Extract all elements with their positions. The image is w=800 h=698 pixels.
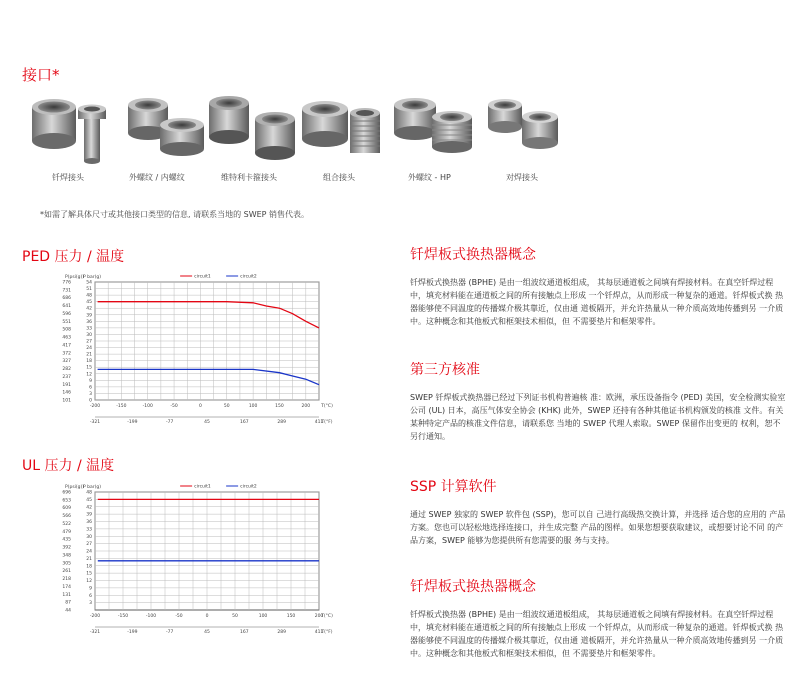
- y-tick-psi: 191: [62, 382, 71, 388]
- y-tick-bar: 21: [86, 556, 92, 562]
- y-tick-psi: 146: [62, 390, 71, 396]
- y-tick-psi: 305: [62, 561, 71, 567]
- y-tick-psi: 609: [62, 506, 71, 512]
- y-tick-psi: 417: [62, 343, 71, 349]
- x-tick-f: 167: [240, 420, 249, 425]
- y-tick-psi: 522: [62, 521, 71, 527]
- x-axis-label-c: T(°C): [321, 404, 333, 409]
- x-axis-label-f: T(°F): [321, 420, 333, 425]
- section-bphe-concept-repeat: [410, 576, 786, 660]
- x-tick-c: 0: [198, 404, 202, 409]
- y-tick-psi: 696: [62, 490, 71, 496]
- y-tick-bar: 9: [89, 378, 92, 384]
- x-tick-c: 200: [301, 404, 311, 409]
- x-tick-f: 167: [240, 630, 249, 635]
- x-tick-c: -200: [89, 404, 101, 409]
- x-tick-c: -50: [170, 404, 178, 409]
- y-tick-bar: 30: [86, 332, 92, 338]
- x-tick-c: -150: [116, 404, 127, 409]
- ul-pressure-temperature-chart: [55, 482, 335, 642]
- y-tick-bar: 15: [86, 365, 92, 371]
- section-title: 第三方核准: [410, 362, 480, 378]
- legend-label: circuit1: [194, 274, 211, 280]
- x-tick-f: 45: [204, 420, 210, 425]
- x-tick-c: -150: [117, 614, 129, 619]
- y-tick-psi: 218: [62, 577, 71, 583]
- connection-label: 维特利卡箍接头: [221, 173, 277, 182]
- y-tick-bar: 9: [89, 586, 92, 592]
- x-axis-label-f: T(°F): [321, 630, 333, 635]
- x-tick-c: 50: [223, 404, 230, 409]
- y-tick-bar: 42: [86, 306, 92, 312]
- legend-label: circuit2: [240, 484, 257, 490]
- y-tick-bar: 27: [86, 339, 92, 345]
- y-tick-bar: 6: [89, 385, 92, 391]
- x-tick-c: 100: [258, 614, 268, 619]
- x-tick-f: 45: [204, 630, 210, 635]
- y-tick-bar: 24: [86, 549, 92, 555]
- x-tick-c: 200: [314, 614, 324, 619]
- y-tick-psi: 641: [62, 304, 71, 310]
- x-tick-c: -200: [89, 614, 101, 619]
- section-title: SSP 计算软件: [410, 479, 497, 495]
- y-tick-psi: 653: [62, 498, 71, 504]
- section-body: 通过 SWEP 独家的 SWEP 软件包 (SSP)，您可以自 己进行高级热交换计算，并选择 适合您的应用的 产品方案。您也可以轻松地选择连接口，并生成完整 产品的图样。如果您想要获取建议，或想要讨论不同 的产品方案，SWEP 能够为您提供所有您需要的服 务与支持。: [410, 510, 786, 545]
- ped-pressure-temperature-chart: [55, 272, 335, 434]
- y-tick-psi: 566: [62, 514, 71, 520]
- y-tick-psi: 87: [65, 600, 71, 606]
- section-title: 钎焊板式换热器概念: [410, 579, 536, 595]
- y-tick-bar: 6: [89, 593, 92, 599]
- x-tick-f: -321: [89, 630, 101, 635]
- y-axis-label-bar: P bar(g): [83, 485, 101, 490]
- ul-chart-title: UL 压力 / 温度: [22, 458, 115, 474]
- x-tick-c: -100: [142, 404, 153, 409]
- x-tick-c: 150: [286, 614, 296, 619]
- y-tick-psi: 101: [62, 398, 71, 404]
- y-tick-bar: 15: [86, 571, 92, 577]
- section-body: 钎焊板式换热器 (BPHE) 是由一组波纹通道板组成， 其每层通道板之间填有焊接材料。在真空钎焊过程 中，填充材料能在通道板之间的所有接触点上形成 一个钎焊点，从而形成一种复杂的通道。钎焊板式换 热器能够使不同温度的传播媒介极其靠近，仅由通 道板隔开，并允许热量从一种介质高效地传播到另 一介质中。这种概念和其他板式和框架技术相似，但 不需要垫片和框架零件。: [410, 278, 784, 326]
- x-tick-c: -50: [175, 614, 183, 619]
- y-tick-bar: 54: [86, 280, 92, 286]
- connection-label: 钎焊接头: [52, 173, 84, 182]
- connection-label: 外螺纹 / 内螺纹: [129, 173, 185, 182]
- y-tick-bar: 30: [86, 534, 92, 540]
- y-tick-bar: 45: [86, 300, 92, 306]
- section-ssp-software: [410, 476, 786, 547]
- y-tick-psi: 131: [62, 592, 71, 598]
- y-axis-label-psi: P(psi(g)): [65, 485, 85, 490]
- y-tick-psi: 463: [62, 335, 71, 341]
- section-body: 钎焊板式换热器 (BPHE) 是由一组波纹通道板组成， 其每层通道板之间填有焊接材料。在真空钎焊过程 中，填充材料能在通道板之间的所有接触点上形成 一个钎焊点，从而形成一种复杂的通道。钎焊板式换 热器能够使不同温度的传播媒介极其靠近，仅由通 道板隔开，并允许热量从一种介质高效地传播到另 一介质中。这种概念和其他板式和框架技术相似，但 不需要垫片和框架零件。: [410, 610, 784, 658]
- section-body: SWEP 钎焊板式换热器已经过下列证书机构普遍核 准：欧洲，承压设备指令 (PED) 美国，安全检测实验室公司 (UL) 日本，高压气体安全协会 (KHK) 此外，SWEP 还持有各种其他证书机构颁发的核准 文件。有关某种特定产品的核准文件信息，请联系您 当地的 SWEP 代理人索取。SWEP 保留作出变更的 权利，恕不另行通知。: [410, 393, 786, 441]
- y-tick-psi: 372: [62, 351, 71, 357]
- connection-label: 组合接头: [323, 173, 355, 182]
- y-tick-bar: 48: [86, 490, 92, 496]
- connections-title: 接口*: [22, 66, 60, 84]
- legend-label: circuit1: [194, 484, 211, 490]
- y-tick-bar: 36: [86, 319, 92, 325]
- y-tick-bar: 3: [89, 391, 92, 397]
- y-tick-psi: 508: [62, 327, 71, 333]
- x-tick-c: -100: [145, 614, 157, 619]
- y-tick-psi: 479: [62, 529, 71, 535]
- x-tick-f: -199: [127, 420, 138, 425]
- x-tick-f: -199: [127, 630, 138, 635]
- y-tick-bar: 45: [86, 497, 92, 503]
- y-tick-bar: 27: [86, 542, 92, 548]
- x-tick-f: 411: [314, 630, 324, 635]
- y-tick-psi: 596: [62, 311, 71, 317]
- y-tick-psi: 551: [62, 319, 71, 325]
- x-tick-f: 289: [277, 420, 286, 425]
- y-tick-bar: 18: [86, 359, 92, 365]
- x-tick-f: -77: [165, 630, 174, 635]
- section-title: 钎焊板式换热器概念: [410, 247, 536, 263]
- y-tick-bar: 33: [86, 326, 92, 332]
- x-tick-f: 289: [277, 630, 286, 635]
- legend-label: circuit2: [240, 274, 257, 280]
- y-tick-bar: 39: [86, 512, 92, 518]
- ped-chart-title: PED 压力 / 温度: [22, 249, 125, 265]
- y-tick-psi: 327: [62, 359, 71, 365]
- x-tick-c: 0: [205, 614, 209, 619]
- ul-chart-svg: [55, 482, 335, 638]
- section-third-party-approval: [410, 359, 786, 443]
- x-tick-f: -77: [165, 420, 174, 425]
- y-tick-bar: 33: [86, 527, 92, 533]
- y-axis-label-bar: P bar(g): [83, 275, 101, 280]
- y-tick-bar: 51: [86, 287, 92, 293]
- x-tick-c: 50: [232, 614, 238, 619]
- y-tick-bar: 0: [89, 398, 92, 404]
- y-tick-bar: 24: [86, 346, 92, 352]
- x-axis-label-c: T(°C): [321, 614, 333, 619]
- y-tick-bar: 3: [89, 601, 92, 607]
- y-tick-bar: 21: [86, 352, 92, 358]
- y-tick-psi: 237: [62, 374, 71, 380]
- ped-chart-svg: [55, 272, 335, 430]
- y-tick-bar: 48: [86, 293, 92, 299]
- x-tick-c: 150: [275, 404, 284, 409]
- section-bphe-concept: [410, 244, 786, 328]
- y-tick-psi: 731: [62, 288, 71, 294]
- y-tick-bar: 36: [86, 520, 92, 525]
- y-tick-bar: 18: [86, 564, 92, 570]
- y-tick-psi: 174: [62, 584, 71, 590]
- x-tick-f: 411: [314, 420, 324, 425]
- y-tick-psi: 435: [62, 537, 71, 543]
- y-tick-psi: 686: [62, 296, 71, 302]
- x-tick-f: -321: [89, 420, 101, 425]
- connection-label: 外螺纹 - HP: [408, 173, 451, 182]
- y-tick-psi: 776: [62, 280, 71, 286]
- y-tick-psi: 392: [62, 545, 71, 551]
- y-tick-bar: 42: [86, 505, 92, 511]
- y-tick-psi: 282: [62, 367, 71, 373]
- y-tick-psi: 261: [62, 569, 71, 575]
- y-tick-bar: 12: [86, 372, 92, 378]
- y-axis-label-psi: P(psi(g)): [65, 275, 85, 280]
- y-tick-psi: 44: [65, 608, 71, 614]
- y-tick-psi: 348: [62, 553, 71, 559]
- connections-footnote: *如需了解具体尺寸或其他接口类型的信息, 请联系当地的 SWEP 销售代表。: [40, 210, 310, 219]
- connection-label: 对焊接头: [506, 173, 538, 182]
- x-tick-c: 100: [248, 404, 258, 409]
- y-tick-bar: 12: [86, 579, 92, 584]
- y-tick-bar: 39: [86, 313, 92, 319]
